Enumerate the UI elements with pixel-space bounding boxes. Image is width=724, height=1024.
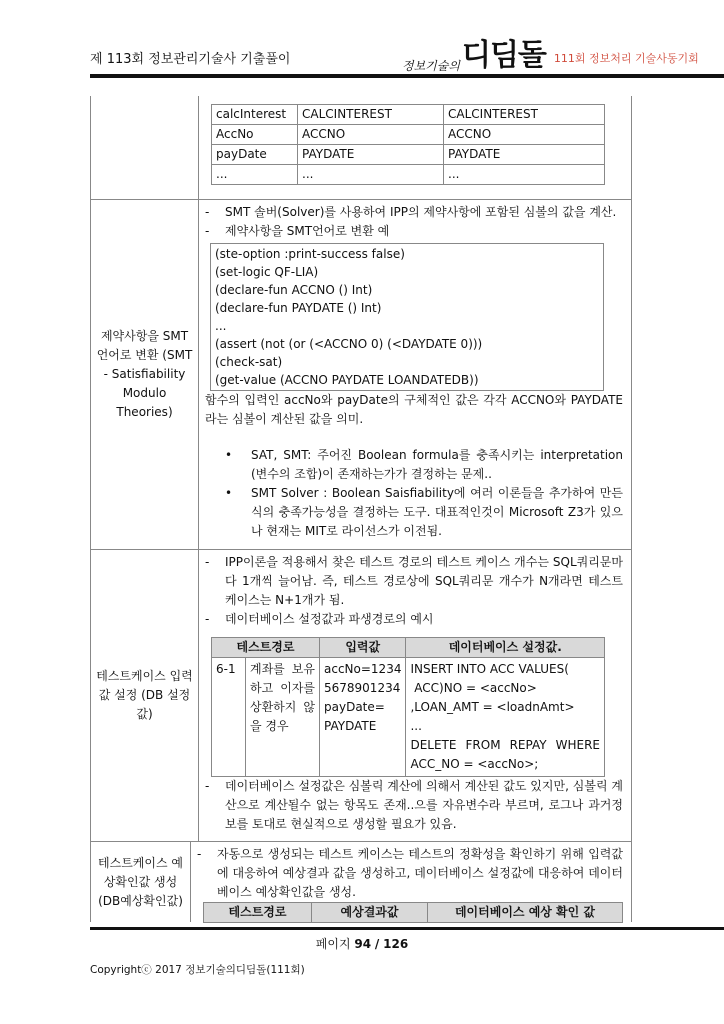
input-dash-3-text: 데이터베이스 설정값은 심볼릭 계산에 의해서 계산된 값도 있지만, 심볼릭 계산으로 계산될수 없는 항목도 존재..으를 자유변수라 부르며, 로그나 과거정보를 토대로 현실적으로 생성할 필요가 있음. [225,779,623,831]
table-cell: AccNo [212,125,298,145]
code-line: (set-logic QF-LIA) [215,265,319,279]
page-label: 페이지 [315,937,351,951]
table-cell: ... [444,165,605,185]
copyright: Copyrightⓒ 2017 정보기술의디딤돌(111회) [90,964,305,976]
input-dash-1: - IPP이론을 적용해서 찾은 테스트 경로의 테스트 케이스 개수는 SQL쿼리문마다 1개씩 늘어남. 즉, 테스트 경로상에 SQL쿼리문 개수가 N개라면 테스트 케이스는 N+1개가 됨. [205,553,623,610]
code-line: (assert (not (or (<ACCNO 0) (<DAYDATE 0))) [215,337,483,351]
expected-dash-1: - 자동으로 생성되는 테스트 케이스는 테스트의 정확성을 확인하기 위해 입력값에 대응하여 예상결과 값을 생성하고, 데이터베이스 설정값에 대응하여 데이터베이스 예상확인값을 생성. [197,845,623,902]
page-header [0,0,724,80]
table-cell: PAYDATE [298,145,444,165]
db-line: INSERT INTO ACC VALUES( [410,662,569,676]
code-line: (declare-fun PAYDATE () Int) [215,301,382,315]
brand-big-text: 디딤돌 [461,38,546,73]
label-expected [91,842,191,922]
label-expected-text: 테스트케이스 예상확인값 생성 (DB예상확인값) [98,855,183,908]
label-smt [91,200,199,549]
input-dash-2-text: 데이터베이스 설정값과 파생경로의 예시 [225,612,434,626]
col-header-expected: 예상결과값 [312,903,428,923]
row-smt [91,200,631,550]
code-line: ... [215,319,227,333]
table-row [212,658,605,777]
label-test-input [91,550,199,841]
table-cell: ACCNO [444,125,605,145]
code-line: (get-value (ACCNO PAYDATE LOANDATEDB)) [215,373,479,387]
empty-label-cell [91,96,199,199]
smt-code-box [210,243,604,391]
label-smt-text: 제약사항을 SMT 언어로 변환 (SMT - Satisfiability Modulo Theories) [96,329,193,419]
code-line: (declare-fun ACCNO () Int) [215,283,373,297]
col-header-path: 테스트경로 [204,903,312,923]
document-title: 제 113회 정보관리기술사 기출풀이 [90,52,291,67]
db-line: ... [410,719,422,733]
table-cell: ... [298,165,444,185]
page-number [0,935,724,952]
brand-logo [402,30,699,74]
expected-table [203,902,623,923]
table-cell: calcInterest [212,105,298,125]
col-header-input: 입력값 [320,638,406,658]
table-cell: ... [212,165,298,185]
col-header-path: 테스트경로 [212,638,320,658]
col-header-db-expected: 데이터베이스 예상 확인 값 [428,903,623,923]
row-test-input [91,550,631,842]
brand-small-text: 정보기술의 [402,59,460,73]
brand-subtitle: 111회 정보처리 기술사동기회 [553,52,699,65]
input-dash-1-text: IPP이론을 적용해서 찾은 테스트 경로의 테스트 케이스 개수는 SQL쿼리문마다 1개씩 늘어남. 즉, 테스트 경로상에 SQL쿼리문 개수가 N개라면 테스트 케이스는 N+1개가 됨. [225,555,623,607]
code-line: (check-sat) [215,355,283,369]
db-line: ACC)NO = <accNo> [410,681,537,695]
page-total: 126 [383,937,409,951]
smt-note: 함수의 입력인 accNo와 payDate의 구체적인 값은 각각 ACCNO와 PAYDATE라는 심볼이 계산된 값을 의미. [205,393,623,426]
table-cell: payDate [212,145,298,165]
content-table [90,96,632,922]
col-header-db: 데이터베이스 설정값. [406,638,605,658]
table-row [212,105,605,125]
smt-bullet-1: • SAT, SMT: 주어진 Boolean formula를 충족시키는 interpretation (변수의 조합)이 존재하는가가 결정하는 문제.. [225,446,623,484]
smt-dash-1: - SMT 솔버(Solver)를 사용하여 IPP의 제약사항에 포함된 심볼의 값을 계산. [205,203,623,222]
expected-dash-1-text: 자동으로 생성되는 테스트 케이스는 테스트의 정확성을 확인하기 위해 입력값에 대응하여 예상결과 값을 생성하고, 데이터베이스 설정값에 대응하여 데이터베이스 예상확인값을 생성. [217,847,623,899]
table-cell: PAYDATE [444,145,605,165]
input-line: PAYDATE [324,719,377,733]
path-id: 6-1 [212,658,246,777]
smt-dash-1-text: SMT 솔버(Solver)를 사용하여 IPP의 제약사항에 포함된 심볼의 값을 계산. [225,205,617,219]
input-line: accNo=1234 [324,662,402,676]
table-row [212,145,605,165]
table-row [212,165,605,185]
table-row [212,125,605,145]
row-continuation [91,96,631,200]
code-line: (ste-option :print-success false) [215,247,405,261]
footer-divider [90,927,724,930]
row-expected [91,842,631,922]
smt-dash-2-text: 제약사항을 SMT언어로 변환 예 [225,224,390,238]
smt-bullet-1-text: SAT, SMT: 주어진 Boolean formula를 충족시키는 interpretation (변수의 조합)이 존재하는가가 결정하는 문제.. [251,448,623,481]
page-separator: / [374,937,380,951]
input-dash-3: - 데이터베이스 설정값은 심볼릭 계산에 의해서 계산된 값도 있지만, 심볼릭 계산으로 계산될수 없는 항목도 존재..으를 자유변수라 부르며, 로그나 과거정보를 토대로 현실적으로 생성할 필요가 있음. [205,777,623,834]
smt-bullet-2: • SMT Solver : Boolean Saisfiability에 여러 이론들을 추가하여 만든식의 충족가능성을 결정하는 도구. 대표적인것이 Microsoft Z3가 있으나 현재는 MIT로 라이선스가 이전됨. [225,484,623,541]
smt-dash-2: - 제약사항을 SMT언어로 변환 예 [205,222,623,241]
table-cell: ACCNO [298,125,444,145]
page-current: 94 [354,937,372,951]
path-desc: 계좌를 보유하고 이자를 상환하지 않을 경우 [246,658,320,777]
db-line: DELETE FROM REPAY WHERE [410,738,600,752]
smt-bullet-2-text: SMT Solver : Boolean Saisfiability에 여러 이론들을 추가하여 만든식의 충족가능성을 결정하는 도구. 대표적인것이 Microsoft Z3가 있으나 현재는 MIT로 라이선스가 이전됨. [251,486,623,538]
symbol-table [211,104,605,185]
label-test-input-text: 테스트케이스 입력값 설정 (DB 설정값) [96,669,193,721]
header-divider [90,74,724,78]
table-cell: CALCINTEREST [444,105,605,125]
input-line: payDate= [324,700,385,714]
input-values [320,658,406,777]
db-line: ACC_NO = <accNo>; [410,757,539,771]
db-values [406,658,605,777]
input-dash-2: - 데이터베이스 설정값과 파생경로의 예시 [205,610,623,629]
db-setting-table [211,637,605,777]
table-cell: CALCINTEREST [298,105,444,125]
input-line: 5678901234 [324,681,401,695]
db-line: ,LOAN_AMT = <loadnAmt> [410,700,575,714]
